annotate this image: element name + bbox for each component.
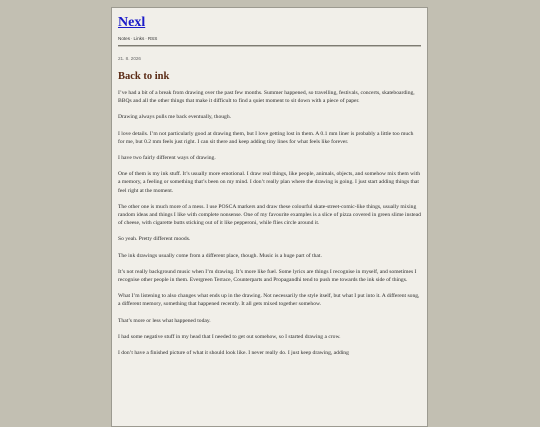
post-paragraph: That’s more or less what happened today. xyxy=(118,317,211,324)
post-paragraph: What I’m listening to also changes what ends up in the drawing. Not necessarily the style itself, but what I put into it. A different song, a different memory, something that happened recently. It all gets mixed together somehow. xyxy=(118,293,420,308)
nav-link-rss[interactable]: RSS xyxy=(147,36,158,41)
post-paragraph: I don’t have a finished picture of what it should look like. I never really do. I just keep drawing, adding xyxy=(118,350,349,357)
post-body xyxy=(118,89,421,357)
post-paragraph: The other one is much more of a mess. I use POSCA markers and draw these colourful skate-street-comic-like things, usually mixing random ideas and things I like with complete nonsense. One of my favourite examples is a slice of pizza covered in green slime instead of cheese, with cigarette butts sticking out of it like pepperoni, while flies circle around it. xyxy=(118,203,421,227)
post-paragraph: It’s not really background music when I’m drawing. It’s more like fuel. Some lyrics are things I recognise in myself, and sometimes I recognise other people in them. Evergreen Terrace, Counterparts and Propagandhi tend to push me towards the ink side of things. xyxy=(118,268,417,284)
site-title-link[interactable]: Nexl xyxy=(118,15,146,30)
post-title: Back to ink xyxy=(118,71,170,82)
page-container xyxy=(111,7,428,427)
post-date: 21. 8. 2026 xyxy=(118,56,141,61)
post-paragraph: I had some negative stuff in my head that I needed to get out somehow, so I started drawing a crow. xyxy=(118,333,341,340)
post-paragraph: I love details. I’m not particularly good at drawing them, but I love getting lost in them. A 0.1 mm liner is probably a little too much for me, but 0.2 mm feels just right. I can sit there and keep adding tiny lines for what feels like forever. xyxy=(118,130,414,145)
post-paragraph: One of them is my ink stuff. It’s usually more emotional. I draw real things, like people, animals, objects, and somehow mix them with a memory, a feeling or something that’s been on my mind. I don’t really plan where the drawing is going. I just start adding things that feel right at the moment. xyxy=(118,171,421,194)
post-paragraph: I have two fairly different ways of drawing. xyxy=(118,155,216,162)
header-divider xyxy=(118,45,421,47)
nav-link-notes[interactable]: Notes xyxy=(118,36,131,41)
nav-separator: · xyxy=(131,36,133,41)
post-paragraph: The ink drawings usually come from a different place, though. Music is a huge part of that. xyxy=(118,252,322,259)
nav-link-links[interactable]: Links xyxy=(133,36,145,41)
post-paragraph: I’ve had a bit of a break from drawing over the past few months. Summer happened, so travelling, festivals, concerts, skateboarding, BBQs and all the other things that make it difficult to find a quiet moment to sit down with a piece of paper. xyxy=(118,90,415,105)
post-paragraph: Drawing always pulls me back eventually, though. xyxy=(118,114,232,121)
post-paragraph: So yeah. Pretty different moods. xyxy=(118,236,191,243)
site-nav xyxy=(118,36,421,42)
nav-separator: · xyxy=(145,36,147,41)
